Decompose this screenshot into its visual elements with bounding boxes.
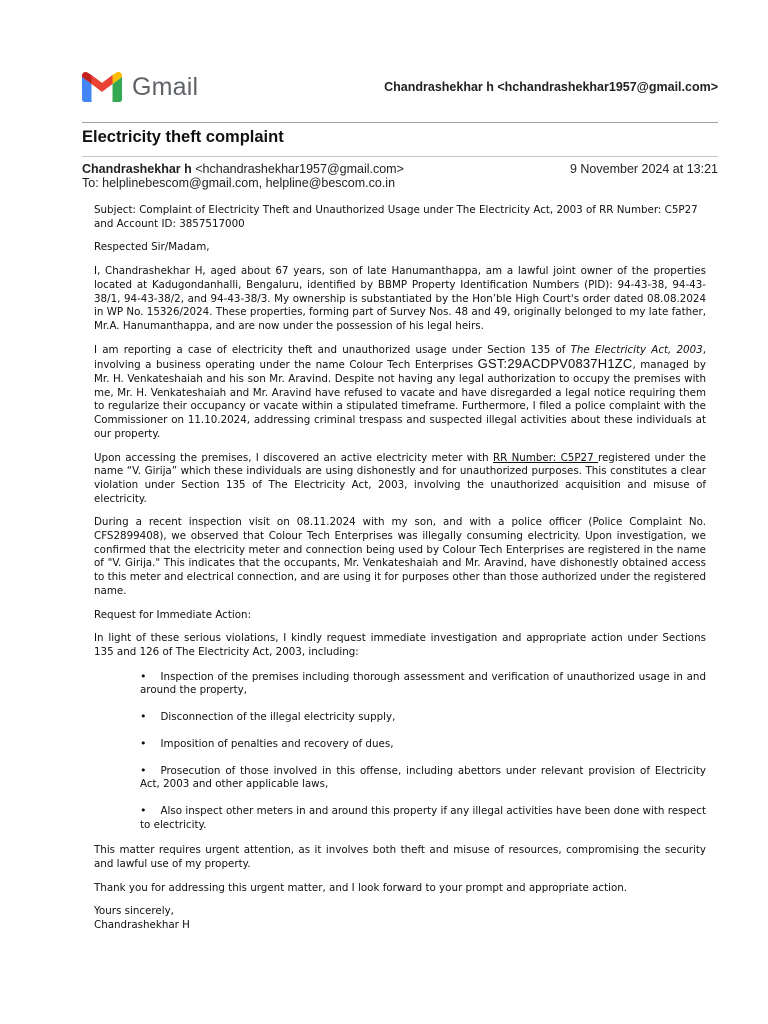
bullet-icon: • [140, 669, 147, 683]
paragraph-ownership: I, Chandrashekhar H, aged about 67 years, son of late Hanumanthappa, am a lawful joint owner of the properties located at Kadugondanhalli, Bengaluru, identified by BBMP Property Identification Numbers (PID): 94-43-38, 94-43-38/1, 94-43-38/2, and 94-43-38/3. My ownership is substantiated by the Hon’ble High Court's order dated 08.08.2024 in WP No. 15326/2024. These properties, forming part of Survey Nos. 48 and 49, originally belonged to my late father, Mr.A. Hanumanthappa, and are now under the possession of his legal heirs. [94, 265, 706, 332]
paragraph-report-text-b: , involving a business operating under the name Colour Tech Enterprises [94, 343, 706, 372]
paragraph-report-text-a: I am reporting a case of electricity theft and unauthorized usage under Section 135 of [94, 343, 571, 356]
account-identity: Chandrashekhar h <hchandrashekhar1957@gmail.com> [384, 80, 718, 94]
rr-number: RR Number: C5P27 [492, 451, 598, 464]
paragraph-meter [94, 452, 706, 507]
paragraph-request: In light of these serious violations, I kindly request immediate investigation and appropriate action under Sections 135 and 126 of The Electricity Act, 2003, including: [94, 632, 706, 658]
paragraph-thanks: Thank you for addressing this urgent matter, and I look forward to your prompt and appropriate action. [94, 881, 628, 894]
paragraph-report [94, 344, 706, 442]
list-item-text: Inspection of the premises including thorough assessment and verification of unauthorized usage in and around the property, [140, 670, 706, 697]
body-subject-line: Subject: Complaint of Electricity Theft and Unauthorized Usage under The Electricity Act, 2003 of RR Number: C5P27 and Account ID: 3857517000 [94, 204, 698, 230]
paragraph-meter-text-b: registered under the name “V. Girija” which these individuals are using dishonestly and for unauthorized purposes. This constitutes a clear violation under Section 135 of The Electricity Act, 2003, involving the unauthorized acquisition and misuse of electricity. [94, 451, 706, 505]
list-item [140, 710, 706, 725]
recipients-line: To: helplinebescom@gmail.com, helpline@bescom.co.in [82, 176, 396, 190]
sender-name: Chandrashekhar h [82, 162, 192, 176]
gmail-header [82, 70, 718, 104]
list-item-text: Disconnection of the illegal electricity supply, [160, 711, 396, 724]
paragraph-report-text-c: , managed by Mr. H. Venkateshaiah and his son Mr. Aravind. Despite not having any legal authorization to occupy the premises with me, Mr. H. Venkateshaiah and Mr. Aravind have refused to vacate and have disregarded a legal notice requiring them to regularize their occupancy or vacate within a stipulated timeframe. Furthermore, I filed a police complaint with the Commissioner on 11.10.2024, addressing criminal trespass and suspected illegal activities about these individuals at our property. [94, 359, 706, 440]
paragraph-urgency: This matter requires urgent attention, as it involves both theft and misuse of resources, compromising the security and lawful use of my property. [94, 844, 706, 871]
subject-divider [82, 156, 718, 157]
list-item-text: Prosecution of those involved in this offense, including abettors under relevant provision of Electricity Act, 2003 and other applicable laws, [140, 764, 706, 791]
act-name: The Electricity Act, 2003 [570, 343, 703, 356]
list-item-text: Imposition of penalties and recovery of dues, [160, 737, 394, 750]
closing: Yours sincerely, [94, 905, 174, 918]
gmail-logo [82, 72, 198, 102]
list-item [140, 764, 706, 792]
bullet-icon: • [140, 803, 147, 817]
list-item [140, 737, 706, 752]
signature-name: Chandrashekhar H [94, 919, 190, 932]
list-item [140, 804, 706, 832]
email-subject: Electricity theft complaint [82, 128, 284, 146]
sender-line [82, 162, 718, 176]
sender-email: <hchandrashekhar1957@gmail.com> [195, 162, 404, 176]
gmail-wordmark: Gmail [132, 72, 199, 101]
paragraph-meter-text-a: Upon accessing the premises, I discovered an active electricity meter with [94, 451, 493, 464]
header-divider [82, 122, 718, 123]
bullet-icon: • [140, 710, 147, 724]
email-body [94, 204, 706, 933]
gst-number: GST:29ACDPV0837H1ZC [477, 356, 633, 372]
list-item-text: Also inspect other meters in and around this property if any illegal activities have been done with respect to electricity. [140, 804, 706, 831]
paragraph-inspection: During a recent inspection visit on 08.11.2024 with my son, and with a police officer (Police Complaint No. CFS2899408), we observed that Colour Tech Enterprises was illegally consuming electricity. Upon investigation, we confirmed that the electricity meter and connection being used by Colour Tech Enterprises are registered in the name of "V. Girija." This indicates that the occupants, Mr. Venkateshaiah and Mr. Aravind, have dishonestly obtained access to this meter and electrical connection, and are using it for purposes other than those authorized under the registered name. [94, 516, 706, 597]
action-list [94, 670, 706, 833]
sent-date: 9 November 2024 at 13:21 [569, 162, 718, 176]
request-heading: Request for Immediate Action: [94, 608, 252, 621]
bullet-icon: • [140, 763, 147, 777]
gmail-m-icon [82, 72, 122, 102]
bullet-icon: • [140, 736, 147, 750]
salutation: Respected Sir/Madam, [94, 241, 210, 254]
signature-block [94, 905, 706, 932]
list-item [140, 670, 706, 698]
